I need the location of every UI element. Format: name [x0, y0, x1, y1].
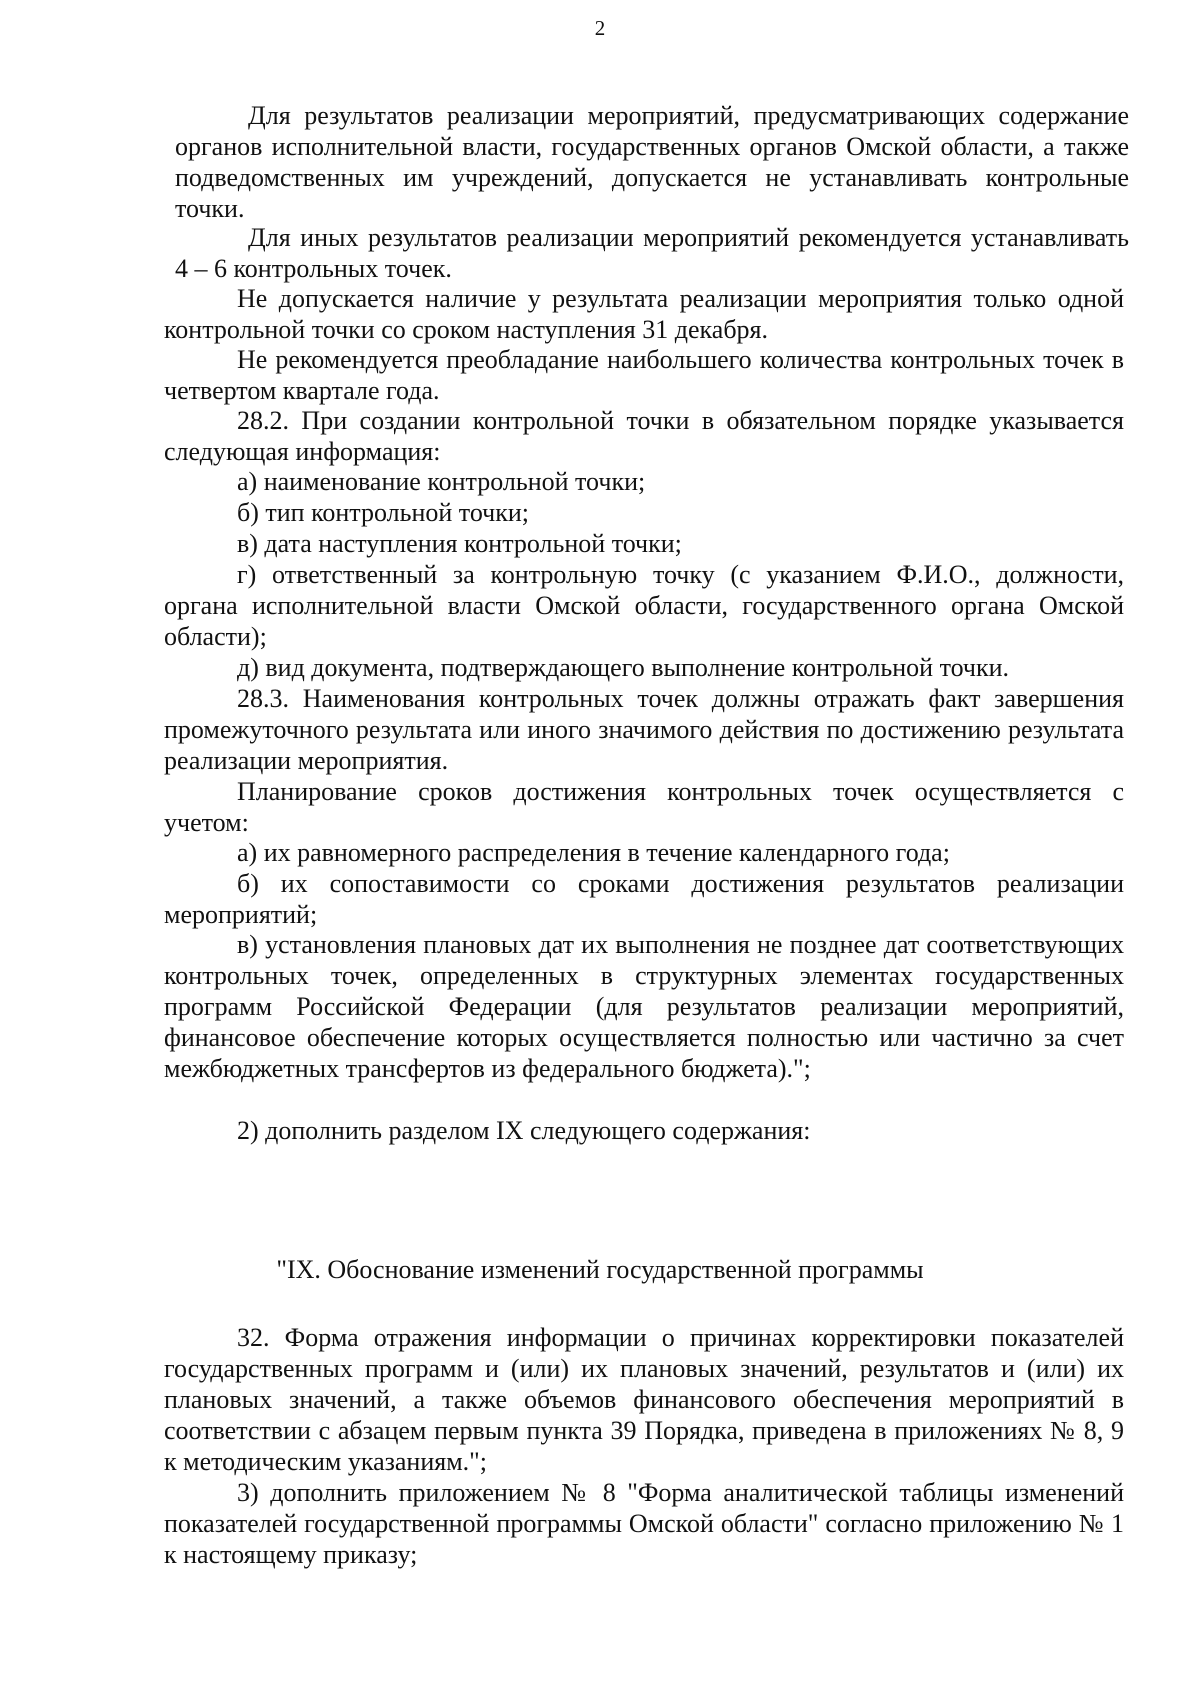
- paragraph: Планирование сроков достижения контрольных точек осуществляется с учетом:: [164, 777, 1124, 837]
- paragraph: Не допускается наличие у результата реализации мероприятия только одной контрольной точки со сроком наступления 31 декабря.: [164, 284, 1124, 344]
- page-number: 2: [594, 16, 606, 40]
- section-heading: "IX. Обоснование изменений государственной программы: [276, 1255, 924, 1284]
- list-item: б) их сопоставимости со сроками достижения результатов реализации мероприятий;: [164, 869, 1124, 929]
- paragraph: 3) дополнить приложением № 8 "Форма аналитической таблицы изменений показателей государственной программы Омской области" согласно приложению № 1 к настоящему приказу;: [164, 1478, 1124, 1569]
- list-item: в) дата наступления контрольной точки;: [237, 529, 682, 558]
- paragraph: Для результатов реализации мероприятий, предусматривающих содержание органов исполнительной власти, государственных органов Омской области, а также подведомственных им учреждений, допускается не устанавливать контрольные точки.: [175, 101, 1129, 223]
- paragraph: Не рекомендуется преобладание наибольшего количества контрольных точек в четвертом квартале года.: [164, 345, 1124, 405]
- paragraph: 32. Форма отражения информации о причинах корректировки показателей государственных программ и (или) их плановых значений, результатов и (или) их плановых значений, а также объемов финансового обеспечения мероприятий в соответствии с абзацем первым пункта 39 Порядка, приведена в приложениях № 8, 9 к методическим указаниям.";: [164, 1323, 1124, 1476]
- list-item: в) установления плановых дат их выполнения не позднее дат соответствующих контрольных точек, определенных в структурных элементах государственных программ Российской Федерации (для результатов реализации мероприятий, финансовое обеспечение которых осуществляется полностью или частично за счет межбюджетных трансфертов из федерального бюджета).";: [164, 930, 1124, 1083]
- paragraph: 28.2. При создании контрольной точки в обязательном порядке указывается следующая информация:: [164, 406, 1124, 466]
- paragraph: 2) дополнить разделом IX следующего содержания:: [237, 1116, 811, 1145]
- paragraph: 28.3. Наименования контрольных точек должны отражать факт завершения промежуточного результата или иного значимого действия по достижению результата реализации мероприятия.: [164, 684, 1124, 775]
- list-item: б) тип контрольной точки;: [237, 498, 529, 527]
- list-item: а) их равномерного распределения в течение календарного года;: [237, 838, 950, 867]
- list-item: д) вид документа, подтверждающего выполнение контрольной точки.: [237, 653, 1010, 682]
- list-item: г) ответственный за контрольную точку (с указанием Ф.И.О., должности, органа исполнительной власти Омской области, государственного органа Омской области);: [164, 560, 1124, 651]
- paragraph: Для иных результатов реализации мероприятий рекомендуется устанавливать 4 – 6 контрольных точек.: [175, 223, 1129, 283]
- list-item: а) наименование контрольной точки;: [237, 467, 646, 496]
